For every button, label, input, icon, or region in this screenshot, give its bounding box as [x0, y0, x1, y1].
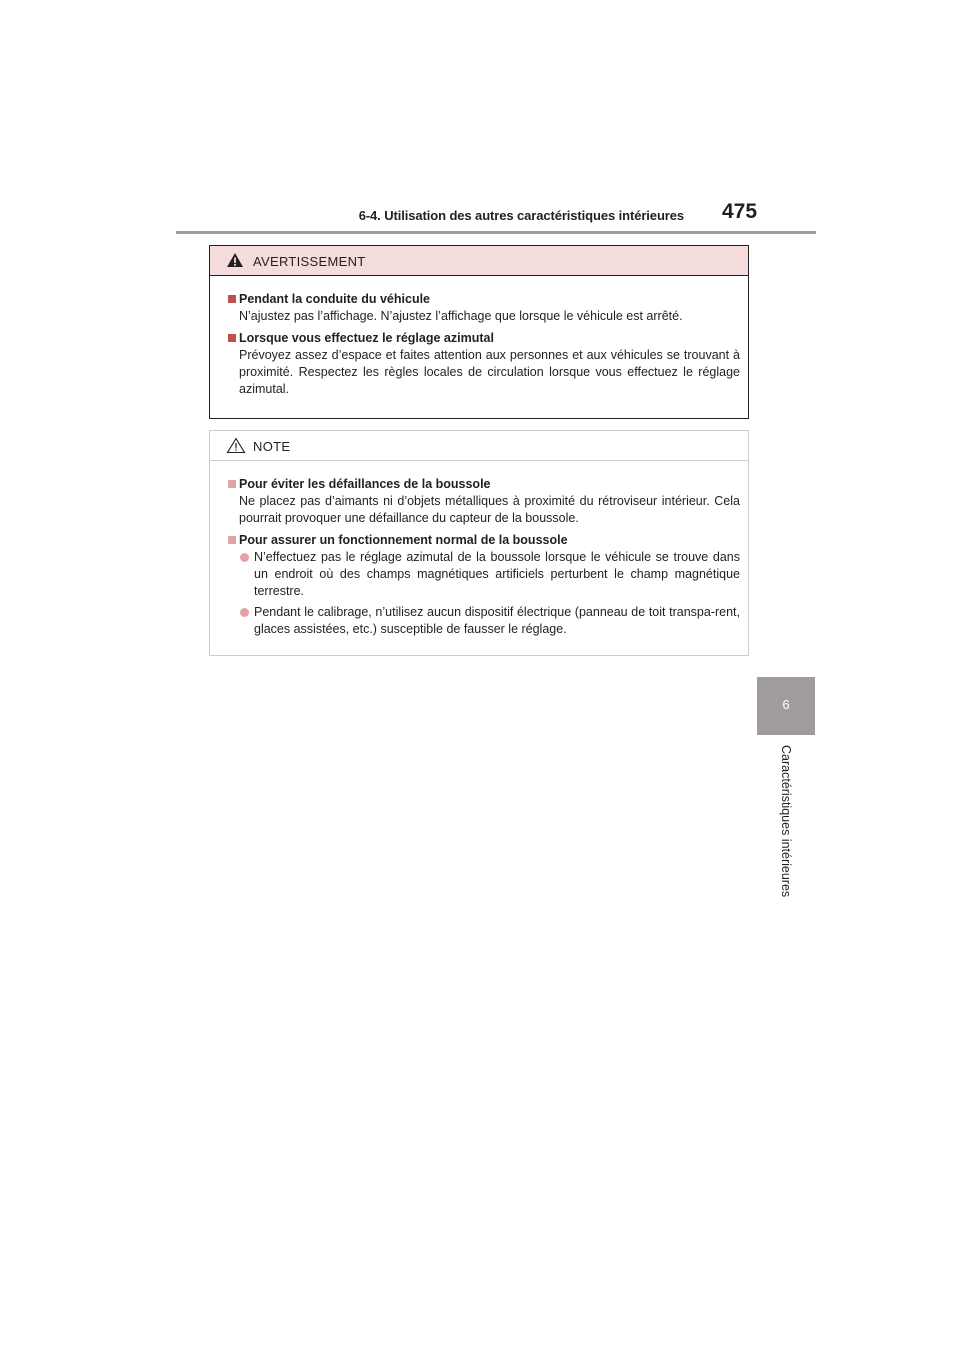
square-bullet-icon — [228, 536, 236, 544]
header-rule — [176, 231, 816, 234]
warning-item-heading — [228, 329, 740, 347]
warning-outline-icon — [226, 437, 246, 459]
warning-filled-icon — [226, 252, 244, 273]
square-bullet-icon — [228, 334, 236, 342]
note-item-text: Ne placez pas d’aimants ni d’objets métalliques à proximité du rétroviseur intérieur. Cela pourrait provoquer une défaillance du capteur de la boussole. — [239, 494, 740, 525]
list-item — [228, 604, 740, 638]
note-box — [209, 430, 749, 656]
warning-box — [209, 245, 749, 419]
note-body — [210, 461, 748, 638]
warning-item-text: Prévoyez assez d’espace et faites attention aux personnes et aux véhicules se trouvant à proximité. Respectez les règles locales de circulation lorsque vous effectuez le réglage azimutal. — [239, 348, 740, 396]
bullet-text: N’effectuez pas le réglage azimutal de la boussole lorsque le véhicule se trouve dans un endroit où des champs magnétiques artificiels perturbent le champ magnétique terrestre. — [254, 550, 740, 598]
warning-item — [228, 290, 740, 325]
chapter-number: 6 — [782, 697, 790, 712]
warning-item-title: Pendant la conduite du véhicule — [239, 292, 431, 306]
chapter-tab[interactable] — [757, 677, 815, 735]
note-item-title: Pour assurer un fonctionnement normal de la boussole — [239, 533, 568, 547]
warning-item-text: N’ajustez pas l’affichage. N’ajustez l’affichage que lorsque le véhicule est arrêté. — [239, 309, 683, 323]
note-item-heading — [228, 531, 740, 549]
circle-bullet-icon — [240, 608, 249, 617]
circle-bullet-icon — [240, 553, 249, 562]
chapter-title: Caractéristiques intérieures — [779, 745, 793, 898]
page-number: 475 — [722, 200, 758, 223]
warning-title: AVERTISSEMENT — [253, 254, 366, 269]
note-item — [228, 531, 740, 638]
warning-header — [210, 246, 748, 276]
square-bullet-icon — [228, 480, 236, 488]
note-title: NOTE — [253, 439, 291, 454]
warning-body — [210, 276, 748, 398]
square-bullet-icon — [228, 295, 236, 303]
note-header — [210, 431, 748, 461]
list-item — [228, 549, 740, 600]
warning-item — [228, 329, 740, 398]
note-item — [228, 475, 740, 527]
note-item-title: Pour éviter les défaillances de la boussole — [239, 477, 491, 491]
warning-item-title: Lorsque vous effectuez le réglage azimutal — [239, 331, 494, 345]
note-item-heading — [228, 475, 740, 493]
bullet-text: Pendant le calibrage, n’utilisez aucun dispositif électrique (panneau de toit transpa-rent, glaces assistées, etc.) susceptible de fausser le réglage. — [254, 605, 740, 636]
warning-item-heading — [228, 290, 740, 308]
section-title: 6-4. Utilisation des autres caractéristiques intérieures — [358, 208, 684, 223]
